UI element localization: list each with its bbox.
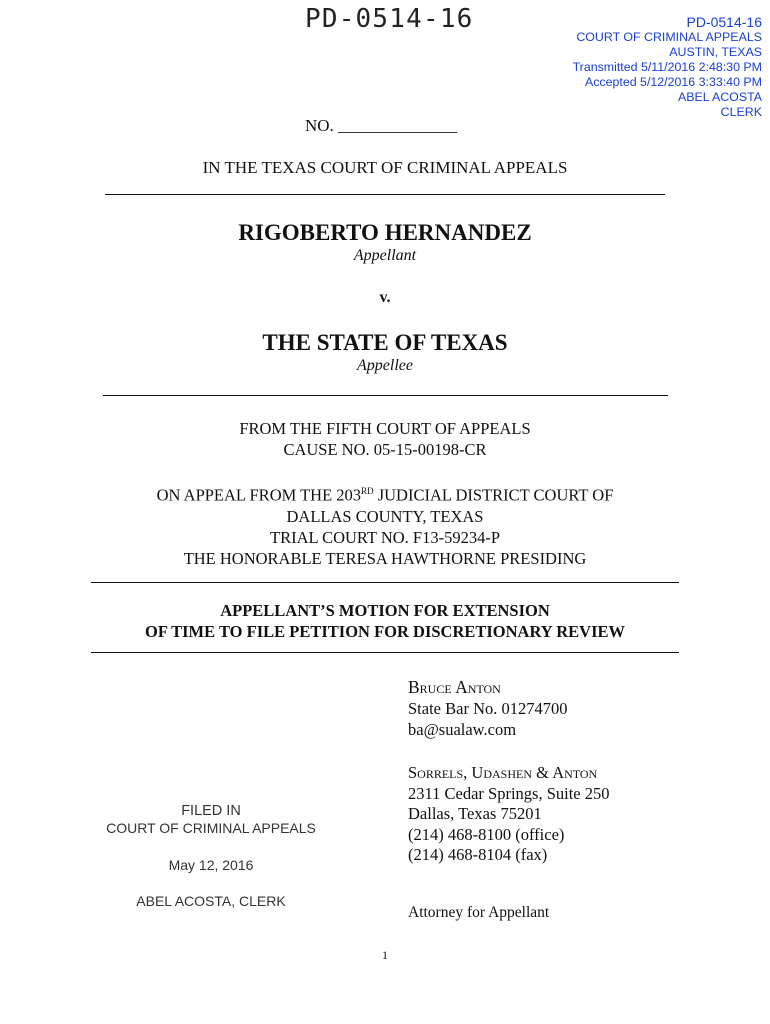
court-heading-text: IN THE TEXAS COURT OF CRIMINAL APPEALS (202, 158, 568, 177)
versus-label: v. (379, 289, 391, 306)
firm-phone-office: (214) 468-8100 (office) (408, 824, 565, 844)
appellee-name: THE STATE OF TEXAS (262, 330, 508, 355)
court-heading (0, 158, 770, 178)
appeal-from-prefix: ON APPEAL FROM THE 203 (156, 485, 362, 505)
cause-number: CAUSE NO. 05-15-00198-CR (283, 440, 487, 459)
presiding-judge: THE HONORABLE TERESA HAWTHORNE PRESIDING (183, 548, 587, 568)
appellant-role: Appellant (353, 247, 417, 264)
stamp-clerk-name: ABEL ACOSTA (677, 90, 762, 104)
motion-title-line-1: APPELLANT’S MOTION FOR EXTENSION (220, 601, 550, 620)
appellant-name: RIGOBERTO HERNANDEZ (238, 220, 532, 245)
firm-address-2: Dallas, Texas 75201 (408, 804, 542, 823)
filed-clerk: ABEL ACOSTA, CLERK (136, 893, 286, 909)
stamp-location: AUSTIN, TEXAS (669, 45, 762, 59)
stamp-accepted: Accepted 5/12/2016 3:33:40 PM (584, 75, 762, 89)
firm-phone-fax: (214) 468-8104 (fax) (408, 845, 548, 864)
divider-motion-bottom (91, 652, 679, 653)
motion-title (0, 600, 770, 642)
stamp-court: COURT OF CRIMINAL APPEALS (576, 30, 762, 44)
page-number: 1 (382, 948, 388, 962)
appeal-from-suffix: JUDICIAL DISTRICT COURT OF (373, 485, 614, 505)
stamp-transmitted: Transmitted 5/11/2016 2:48:30 PM (572, 60, 762, 74)
appeal-from-line (0, 481, 770, 506)
filed-date: May 12, 2016 (168, 857, 254, 873)
firm-address-1: 2311 Cedar Springs, Suite 250 (408, 783, 610, 803)
divider-parties (103, 395, 668, 396)
court-of-appeals: FROM THE FIFTH COURT OF APPEALS (239, 419, 531, 438)
attorney-block (408, 677, 567, 740)
docket-number-stamp: PD-0514-16 (305, 4, 474, 34)
trial-court-number: TRIAL COURT NO. F13-59234-P (269, 527, 501, 547)
attorney-bar-number: State Bar No. 01274700 (408, 699, 568, 718)
divider-motion-top (91, 582, 679, 583)
firm-block (408, 763, 610, 866)
appellee-role: Appellee (357, 357, 413, 374)
motion-title-line-2: OF TIME TO FILE PETITION FOR DISCRETIONARY REVIEW (145, 622, 625, 641)
origin-block (0, 418, 770, 460)
filed-court-label: COURT OF CRIMINAL APPEALS (106, 820, 316, 836)
filed-in-label: FILED IN (181, 803, 241, 819)
attorney-email: ba@sualaw.com (408, 720, 517, 739)
filed-in-stamp (92, 803, 330, 909)
attorney-name: Bruce Anton (408, 677, 501, 697)
electronic-filing-stamp (573, 15, 762, 120)
trial-court-block (0, 481, 770, 569)
case-number-line: NO. ______________ (305, 116, 458, 135)
divider-top (105, 194, 665, 195)
appeal-from-superscript: RD (361, 486, 374, 496)
attorney-role: Attorney for Appellant (408, 904, 550, 921)
county-line: DALLAS COUNTY, TEXAS (286, 506, 484, 526)
stamp-case-number: PD-0514-16 (686, 14, 762, 30)
stamp-clerk-title: CLERK (720, 105, 762, 119)
firm-name: Sorrels, Udashen & Anton (408, 763, 598, 782)
